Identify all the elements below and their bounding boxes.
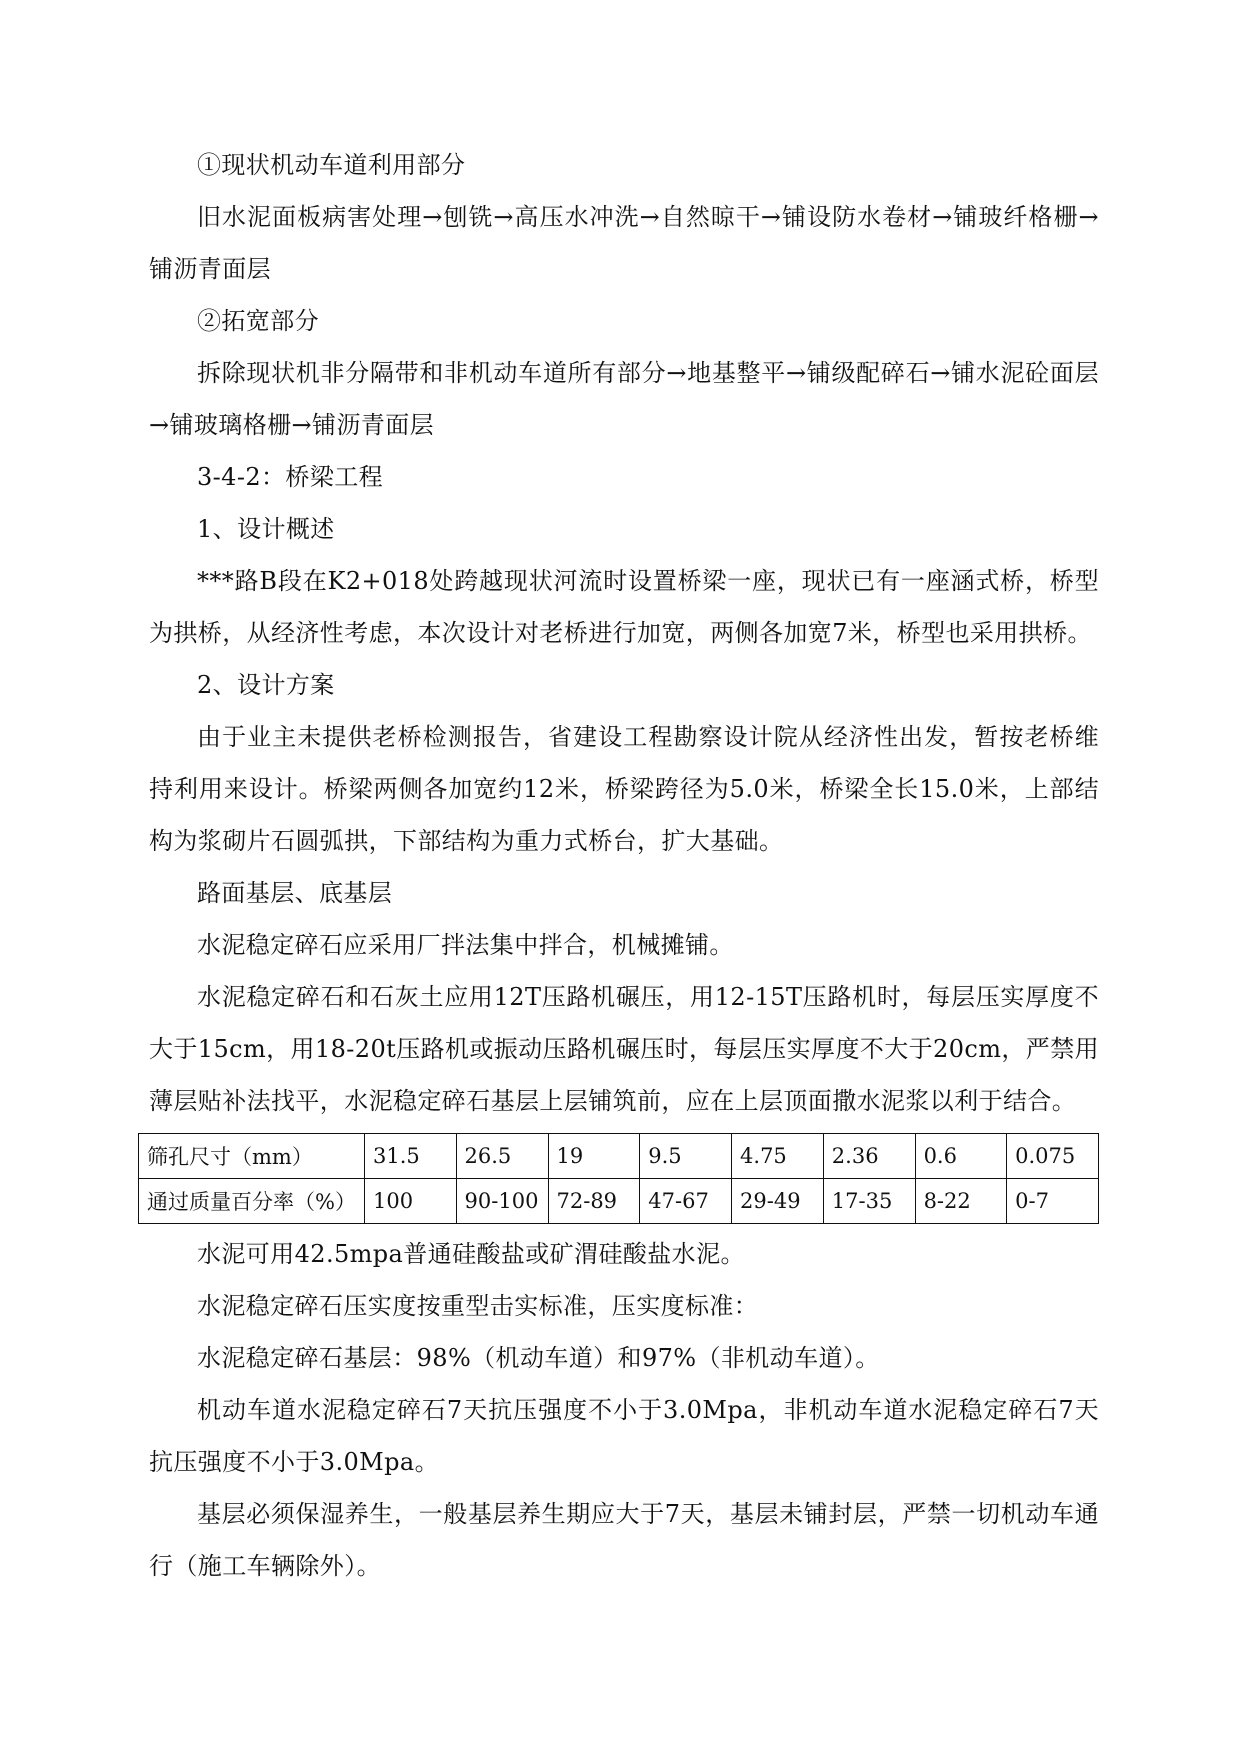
table-cell: 9.5 [640, 1134, 732, 1179]
heading-base-subbase: 路面基层、底基层 [197, 879, 393, 907]
table-cell: 31.5 [364, 1134, 456, 1179]
paragraph-compaction-standard: 水泥稳定碎石压实度按重型击实标准，压实度标准： [197, 1292, 759, 1320]
table-row-sieve-size [139, 1134, 1099, 1179]
document-body [149, 139, 1099, 1592]
paragraph-compaction: 水泥稳定碎石和石灰土应用12T压路机碾压，用12-15T压路机时，每层压实厚度不大于15cm，用18-20t压路机或振动压路机碾压时，每层压实厚度不大于20cm，严禁用薄层贴补法找平，水泥稳定碎石基层上层铺筑前，应在上层顶面撒水泥浆以利于结合。 [149, 983, 1099, 1115]
table-cell: 0.6 [915, 1134, 1007, 1179]
table-cell: 26.5 [456, 1134, 548, 1179]
table-cell: 17-35 [823, 1179, 915, 1224]
heading-widening-part: ②拓宽部分 [197, 307, 319, 335]
table-cell: 8-22 [915, 1179, 1007, 1224]
subheading-design-overview: 1、设计概述 [197, 515, 335, 543]
table-cell: 筛孔尺寸（mm） [139, 1134, 365, 1179]
table-cell: 29-49 [732, 1179, 824, 1224]
process-existing-lane: 旧水泥面板病害处理→刨铣→高压水冲洗→自然晾干→铺设防水卷材→铺玻纤格栅→铺沥青面层 [149, 203, 1099, 283]
table-cell: 90-100 [456, 1179, 548, 1224]
table-cell: 4.75 [732, 1134, 824, 1179]
paragraph-curing: 基层必须保湿养生，一般基层养生期应大于7天，基层未铺封层，严禁一切机动车通行（施工车辆除外）。 [149, 1500, 1099, 1580]
paragraph-mixing: 水泥稳定碎石应采用厂拌法集中拌合，机械摊铺。 [197, 931, 734, 959]
paragraph-base-compaction-values: 水泥稳定碎石基层：98%（机动车道）和97%（非机动车道）。 [197, 1344, 880, 1372]
paragraph-design-overview: ***路B段在K2+018处跨越现状河流时设置桥梁一座，现状已有一座涵式桥，桥型为拱桥，从经济性考虑，本次设计对老桥进行加宽，两侧各加宽7米，桥型也采用拱桥。 [149, 567, 1099, 647]
table-cell: 72-89 [548, 1179, 640, 1224]
heading-existing-lane-reuse: ①现状机动车道利用部分 [197, 151, 466, 179]
table-cell: 47-67 [640, 1179, 732, 1224]
process-widening: 拆除现状机非分隔带和非机动车道所有部分→地基整平→铺级配碎石→铺水泥砼面层→铺玻璃格栅→铺沥青面层 [149, 359, 1099, 439]
table-cell: 0-7 [1007, 1179, 1099, 1224]
subheading-design-scheme: 2、设计方案 [197, 671, 335, 699]
paragraph-compressive-strength: 机动车道水泥稳定碎石7天抗压强度不小于3.0Mpa，非机动车道水泥稳定碎石7天抗压强度不小于3.0Mpa。 [149, 1396, 1099, 1476]
table-cell: 19 [548, 1134, 640, 1179]
table-cell: 2.36 [823, 1134, 915, 1179]
table-cell: 0.075 [1007, 1134, 1099, 1179]
table-cell: 通过质量百分率（%） [139, 1179, 365, 1224]
gradation-table [138, 1133, 1099, 1224]
section-heading-bridge: 3-4-2：桥梁工程 [197, 463, 384, 491]
paragraph-cement-type: 水泥可用42.5mpa普通硅酸盐或矿渭硅酸盐水泥。 [197, 1240, 745, 1268]
table-cell: 100 [364, 1179, 456, 1224]
table-row-passing-percent [139, 1179, 1099, 1224]
gradation-table-wrapper [138, 1133, 1099, 1224]
paragraph-design-scheme: 由于业主未提供老桥检测报告，省建设工程勘察设计院从经济性出发，暂按老桥维持利用来设计。桥梁两侧各加宽约12米，桥梁跨径为5.0米，桥梁全长15.0米，上部结构为浆砌片石圆弧拱，下部结构为重力式桥台，扩大基础。 [149, 723, 1099, 855]
